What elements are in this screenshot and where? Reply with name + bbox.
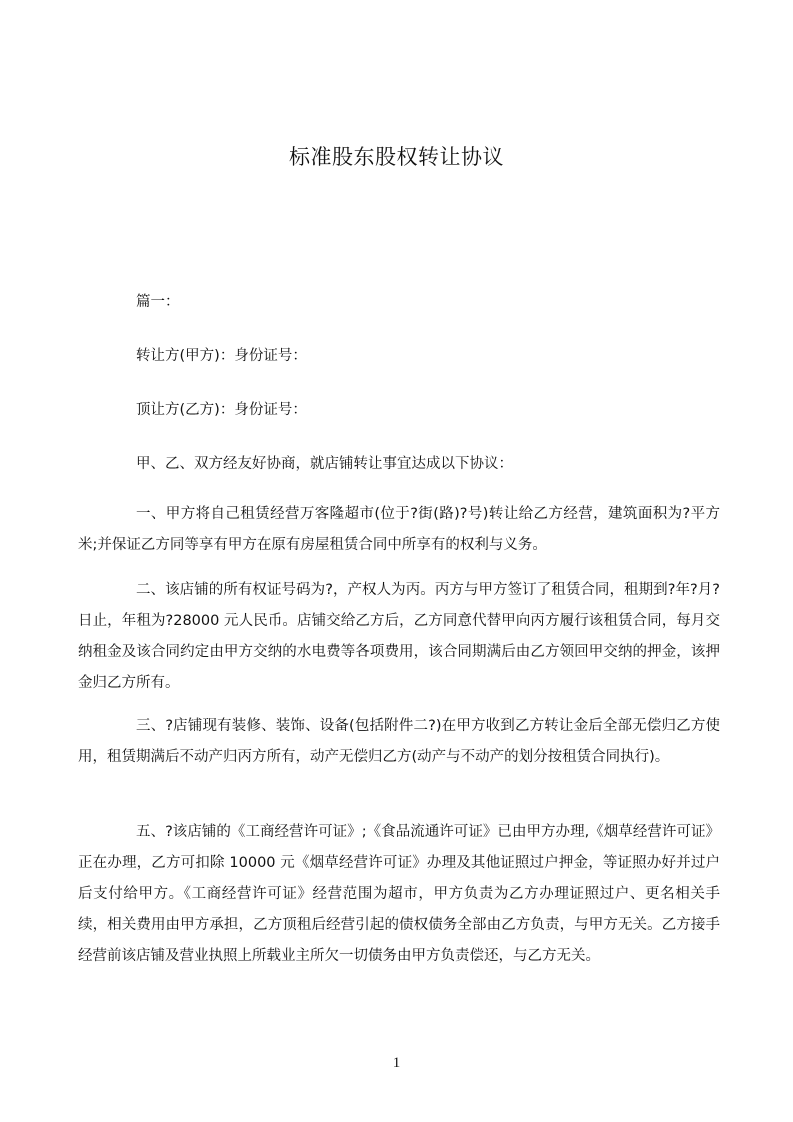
paragraph-clause-5: 五、?该店铺的《工商经营许可证》;《食品流通许可证》已由甲方办理,《烟草经营许可证》正在办理，乙方可扣除 10000 元《烟草经营许可证》办理及其他证照过户押金，等证照办好并过户后支付给甲方。《工商经营许可证》经营范围为超市，甲方负责为乙方办理证照过户、更名相关手续，相关费用由甲方承担，乙方顶租后经营引起的债权债务全部由乙方负责，与甲方无关。乙方接手经营前该店铺及营业执照上所载业主所欠一切债务由甲方负责偿还，与乙方无关。 [78, 824, 720, 964]
document-title: 标准股东股权转让协议 [289, 145, 504, 169]
paragraph-clause-1: 一、甲方将自己租赁经营万客隆超市(位于?街(路)?号)转让给乙方经营，建筑面积为?平方米;并保证乙方同等享有甲方在原有房屋租赁合同中所享有的权利与义务。 [78, 506, 720, 553]
paragraph-preamble: 甲、乙、双方经友好协商，就店铺转让事宜达成以下协议： [136, 456, 513, 472]
paragraph-clause-3: 三、?店铺现有装修、装饰、设备(包括附件二?)在甲方收到乙方转让金后全部无偿归乙方使用，租赁期满后不动产归丙方所有，动产无偿归乙方(动产与不动产的划分按租赁合同执行)。 [78, 718, 720, 765]
page-number: 1 [392, 1055, 401, 1071]
paragraph-transferor: 转让方(甲方)：身份证号： [136, 348, 307, 364]
paragraph-clause-2: 二、该店铺的所有权证号码为?，产权人为丙。丙方与甲方签订了租赁合同，租期到?年?月?日止，年租为?28000 元人民币。店铺交给乙方后，乙方同意代替甲向丙方履行该租赁合同，每月交纳租金及该合同约定由甲方交纳的水电费等各项费用，该合同期满后由乙方领回甲交纳的押金，该押金归乙方所有。 [78, 582, 720, 691]
paragraph-section-label: 篇一： [136, 294, 180, 310]
paragraph-transferee: 顶让方(乙方)：身份证号： [136, 402, 307, 418]
